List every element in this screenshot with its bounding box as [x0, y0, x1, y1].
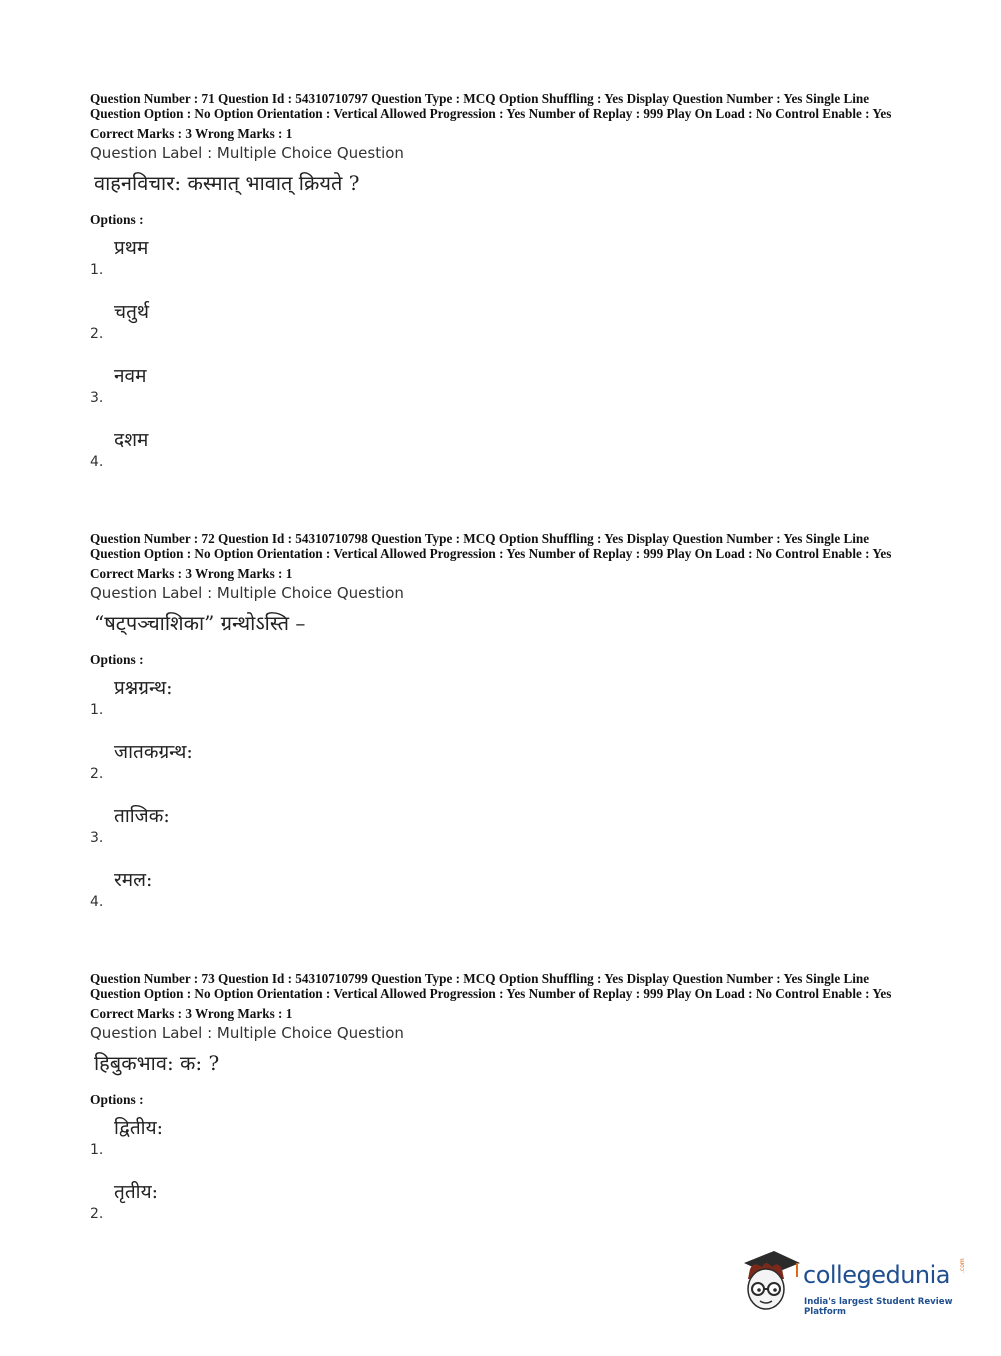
option-text: ताजिक:: [114, 805, 170, 827]
option-number: 2.: [90, 766, 104, 782]
question-meta: Question Number : 71 Question Id : 54310710797 Question Type : MCQ Option Shuffling : Yes Display Question Number : Yes Single Line Question Option : No Option Orientation : Vertical Allowed Progression : Yes Number of Replay : 999 Play On Load : No Control Enable : Yes: [90, 91, 892, 121]
option-text: जातकग्रन्थ:: [114, 741, 193, 763]
option-item: [90, 1172, 920, 1236]
question-block-73: [90, 972, 920, 1236]
question-label: Question Label : Multiple Choice Question: [90, 1024, 404, 1042]
question-text: “षट्पञ्चाशिका” ग्रन्थोऽस्ति –: [94, 611, 306, 635]
option-item: [90, 1108, 920, 1172]
option-number: 1.: [90, 262, 104, 278]
option-text: द्वितीय:: [114, 1117, 164, 1139]
option-number: 3.: [90, 830, 104, 846]
logo-brand-text: collegedunia: [803, 1261, 951, 1289]
option-number: 2.: [90, 1206, 104, 1222]
options-heading: Options :: [90, 1092, 144, 1107]
option-text: प्रथम: [114, 237, 149, 259]
option-text: दशम: [114, 429, 149, 451]
option-number: 4.: [90, 454, 104, 470]
option-number: 1.: [90, 702, 104, 718]
option-number: 3.: [90, 390, 104, 406]
option-text: नवम: [114, 365, 147, 387]
option-number: 4.: [90, 894, 104, 910]
question-marks: Correct Marks : 3 Wrong Marks : 1: [90, 1006, 293, 1021]
option-item: [90, 356, 920, 420]
logo-tagline: India's largest Student Review Platform: [804, 1297, 953, 1317]
logo-dotcom-text: .com: [959, 1258, 966, 1273]
mascot-icon: [740, 1249, 802, 1315]
option-item: [90, 860, 920, 924]
question-text: वाहनविचार: कस्मात् भावात् क्रियते ?: [94, 171, 360, 195]
question-block-72: [90, 532, 920, 924]
option-text: रमल:: [114, 869, 153, 891]
question-marks: Correct Marks : 3 Wrong Marks : 1: [90, 126, 293, 141]
option-item: [90, 796, 920, 860]
options-heading: Options :: [90, 212, 144, 227]
option-item: [90, 668, 920, 732]
option-item: [90, 292, 920, 356]
option-number: 1.: [90, 1142, 104, 1158]
option-item: [90, 420, 920, 484]
option-text: तृतीय:: [114, 1181, 159, 1203]
options-heading: Options :: [90, 652, 144, 667]
question-label: Question Label : Multiple Choice Question: [90, 584, 404, 602]
question-meta: Question Number : 73 Question Id : 54310710799 Question Type : MCQ Option Shuffling : Yes Display Question Number : Yes Single Line Question Option : No Option Orientation : Vertical Allowed Progression : Yes Number of Replay : 999 Play On Load : No Control Enable : Yes: [90, 971, 892, 1001]
question-text: हिबुकभाव: क: ?: [94, 1051, 220, 1075]
option-item: [90, 732, 920, 796]
question-block-71: [90, 92, 920, 484]
option-item: [90, 228, 920, 292]
question-marks: Correct Marks : 3 Wrong Marks : 1: [90, 566, 293, 581]
question-label: Question Label : Multiple Choice Question: [90, 144, 404, 162]
option-number: 2.: [90, 326, 104, 342]
option-text: चतुर्थ: [114, 301, 150, 323]
collegedunia-logo: [740, 1247, 970, 1317]
option-text: प्रश्नग्रन्थ:: [114, 677, 173, 699]
question-meta: Question Number : 72 Question Id : 54310710798 Question Type : MCQ Option Shuffling : Yes Display Question Number : Yes Single Line Question Option : No Option Orientation : Vertical Allowed Progression : Yes Number of Replay : 999 Play On Load : No Control Enable : Yes: [90, 531, 892, 561]
